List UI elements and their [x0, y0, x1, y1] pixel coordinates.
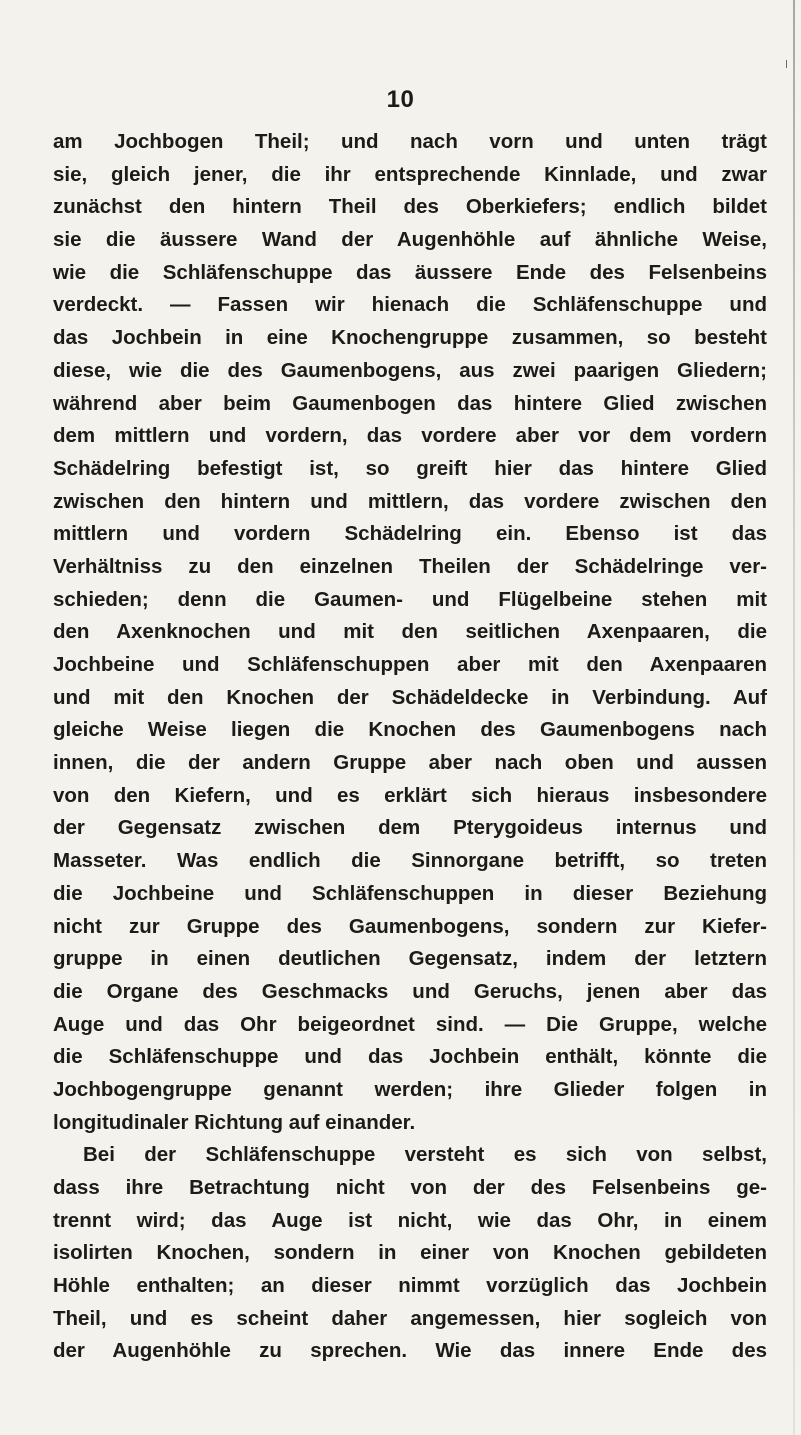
page-edge-mark — [786, 60, 787, 68]
text-line: die Organe des Geschmacks und Geruchs, jenen aber das — [53, 979, 767, 1003]
text-line: Masseter. Was endlich die Sinnorgane betrifft, so treten — [53, 849, 767, 873]
text-line: schieden; denn die Gaumen- und Flügelbeine stehen mit — [53, 587, 767, 611]
text-line: Theil, und es scheint daher angemessen, hier sogleich von — [53, 1306, 767, 1330]
text-line: sie, gleich jener, die ihr entsprechende Kinnlade, und zwar — [53, 162, 767, 186]
text-line: isolirten Knochen, sondern in einer von Knochen gebildeten — [53, 1241, 767, 1265]
text-line: mittlern und vordern Schädelring ein. Ebenso ist das — [53, 522, 767, 546]
text-line: den Axenknochen und mit den seitlichen Axenpaaren, die — [53, 620, 767, 644]
text-line: der Augenhöhle zu sprechen. Wie das innere Ende des — [53, 1339, 767, 1363]
text-line: trennt wird; das Auge ist nicht, wie das Ohr, in einem — [53, 1208, 767, 1232]
text-line: gruppe in einen deutlichen Gegensatz, indem der letztern — [53, 947, 767, 971]
text-line: Jochbeine und Schläfenschuppen aber mit den Axenpaaren — [53, 653, 767, 676]
text-line: wie die Schläfenschuppe das äussere Ende des Felsenbeins — [53, 260, 767, 284]
text-line: Schädelring befestigt ist, so greift hier das hintere Glied — [53, 456, 767, 480]
text-line: dass ihre Betrachtung nicht von der des Felsenbeins ge- — [53, 1176, 767, 1199]
text-line: die Jochbeine und Schläfenschuppen in dieser Beziehung — [53, 881, 767, 905]
text-line: sie die äussere Wand der Augenhöhle auf ähnliche Weise, — [53, 228, 767, 252]
text-line: Jochbogengruppe genannt werden; ihre Glieder folgen in — [53, 1077, 767, 1101]
text-line: der Gegensatz zwischen dem Pterygoideus internus und — [53, 816, 767, 840]
text-line: Auge und das Ohr beigeordnet sind. — Die Gruppe, welche — [53, 1012, 767, 1036]
text-line: diese, wie die des Gaumenbogens, aus zwei paarigen Gliedern; — [53, 358, 767, 382]
page-edge-shadow — [793, 0, 795, 1435]
text-line: das Jochbein in eine Knochengruppe zusammen, so besteht — [53, 326, 767, 350]
text-line: gleiche Weise liegen die Knochen des Gaumenbogens nach — [53, 718, 767, 742]
text-line: zunächst den hintern Theil des Oberkiefers; endlich bildet — [53, 195, 767, 219]
text-line: am Jochbogen Theil; und nach vorn und unten trägt — [53, 130, 767, 153]
text-line: longitudinaler Richtung auf einander. — [53, 1110, 416, 1134]
text-line: während aber beim Gaumenbogen das hintere Glied zwischen — [53, 391, 767, 415]
text-line: innen, die der andern Gruppe aber nach oben und aussen — [53, 751, 767, 775]
text-line: Bei der Schläfenschuppe versteht es sich von selbst, — [83, 1143, 767, 1167]
text-line: Verhältniss zu den einzelnen Theilen der Schädelringe ver- — [53, 554, 767, 578]
text-line: zwischen den hintern und mittlern, das vordere zwischen den — [53, 489, 767, 513]
text-line: dem mittlern und vordern, das vordere aber vor dem vordern — [53, 424, 767, 448]
text-line: und mit den Knochen der Schädeldecke in Verbindung. Auf — [53, 685, 767, 709]
text-line: von den Kiefern, und es erklärt sich hieraus insbesondere — [53, 783, 767, 807]
text-line: die Schläfenschuppe und das Jochbein enthält, könnte die — [53, 1045, 767, 1069]
text-line: verdeckt. — Fassen wir hienach die Schläfenschuppe und — [53, 293, 767, 317]
body-text — [53, 126, 767, 1368]
text-line: nicht zur Gruppe des Gaumenbogens, sondern zur Kiefer- — [53, 914, 767, 938]
page-number: 10 — [386, 86, 415, 113]
text-line: Höhle enthalten; an dieser nimmt vorzüglich das Jochbein — [53, 1274, 767, 1298]
